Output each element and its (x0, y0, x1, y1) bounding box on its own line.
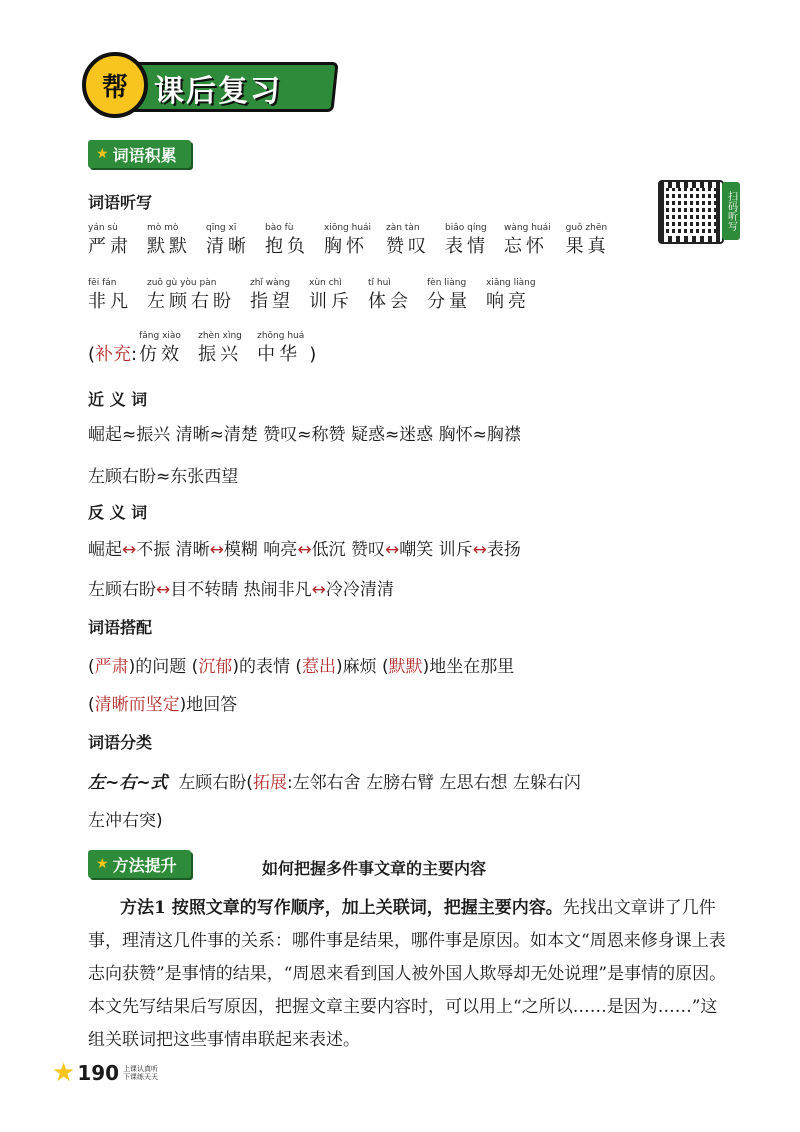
section-tag-label: 方法提升 (112, 855, 177, 875)
classification-text-a: 左顾右盼( (178, 773, 253, 793)
page-number: 190 (77, 1061, 120, 1085)
classification-line-2: 左冲右突) (88, 811, 163, 831)
hanzi: 指望 (250, 291, 294, 312)
hanzi: 中华 (257, 344, 302, 365)
hanzi: 左顾右盼 (147, 291, 235, 312)
header-title: 课后复习 (154, 74, 282, 109)
text-segment: ↔ (311, 580, 326, 600)
antonyms-heading: 反 义 词 (88, 503, 148, 522)
antonyms-line-2 (88, 575, 394, 600)
dictation-word (309, 277, 353, 314)
hanzi: 严肃 (88, 236, 132, 257)
text-segment: 目不转睛 热闹非凡 (170, 580, 312, 600)
text-segment: 不振 清晰 (136, 540, 210, 560)
supplement-open: ( (88, 344, 96, 365)
footer-tagline: 上课认真听 下课练天天 (123, 1065, 159, 1081)
hanzi: 振兴 (198, 344, 243, 365)
dictation-word (386, 222, 430, 259)
text-segment: 沉郁 (198, 657, 233, 677)
text-segment: 清晰而坚定 (94, 695, 180, 715)
dictation-word (486, 277, 536, 314)
text-segment: 严肃 (94, 657, 129, 677)
dictation-word (250, 277, 294, 314)
pinyin: xiǎng liàng (486, 278, 536, 288)
star-icon: ★ (96, 146, 109, 162)
text-segment: 默默 (388, 657, 423, 677)
section-tag-label: 词语积累 (112, 145, 177, 165)
text-segment: )的表情 ( (232, 657, 302, 677)
pinyin: fèn liàng (427, 278, 467, 288)
word-row-3 (88, 330, 316, 367)
section-tag-method (88, 850, 191, 878)
text-segment: 崛起 (88, 540, 122, 560)
pinyin: zhǐ wàng (250, 278, 291, 288)
hanzi: 仿效 (139, 344, 184, 365)
hanzi: 忘怀 (504, 236, 549, 257)
text-segment: )的问题 ( (128, 657, 199, 677)
pinyin: xiōng huái (324, 223, 372, 233)
hanzi: 胸怀 (324, 236, 368, 257)
text-segment: 模糊 响亮 (223, 540, 298, 560)
dictation-word (147, 277, 235, 314)
star-icon: ★ (52, 1058, 76, 1088)
pinyin: zhōng huá (257, 331, 305, 341)
dictation-word (206, 222, 250, 259)
method-title: 如何把握多件事文章的主要内容 (262, 859, 487, 878)
text-segment: 嘲笑 训斥 (399, 540, 473, 560)
dictation-word (88, 222, 132, 259)
hanzi: 抱负 (265, 236, 309, 257)
text-segment: ( (88, 695, 95, 715)
collocation-line-2 (88, 690, 237, 715)
text-segment: ↔ (472, 540, 487, 560)
pinyin: wàng huái (504, 223, 551, 233)
supplement-colon: : (131, 344, 138, 365)
text-segment: 表扬 (486, 540, 521, 560)
header-badge: 帮 (82, 52, 148, 118)
synonyms-line-2: 左顾右盼≈东张西望 (88, 467, 239, 487)
pinyin: xùn chì (309, 278, 342, 288)
text-segment: ↔ (122, 540, 137, 560)
method-body: 先找出文章讲了几件事，理清这几件事的关系：哪件事是结果，哪件事是原因。如本文“周恩来修身课上表志向获赞”是事情的结果，“周恩来看到国人被外国人欺辱却无处说理”是事情的原因。本文先写结果后写原因，把握文章主要内容时，可以用上“之所以……是因为……”这组关联词把这些事情串联起来表述。 (88, 898, 727, 1050)
text-segment: 冷冷清清 (325, 580, 394, 600)
pinyin: zuǒ gù yòu pàn (147, 278, 217, 288)
dictation-word (427, 277, 471, 314)
pinyin: guǒ zhēn (565, 223, 608, 233)
classification-type: 左~右~式 (88, 773, 168, 793)
dictation-word (566, 222, 610, 259)
synonyms-line-1: 崛起≈振兴 清晰≈清楚 赞叹≈称赞 疑惑≈迷惑 胸怀≈胸襟 (88, 425, 521, 445)
section-header (82, 52, 332, 114)
text-segment: )麻烦 ( (335, 657, 389, 677)
pinyin: bào fù (265, 223, 294, 233)
text-segment: )地坐在那里 (422, 657, 515, 677)
section-tag-vocabulary (88, 140, 191, 168)
text-segment: ↔ (384, 540, 400, 560)
hanzi: 表情 (445, 236, 490, 257)
dictation-word (147, 222, 191, 259)
dictation-word (265, 222, 309, 259)
dictation-word (139, 330, 183, 367)
word-row-1 (88, 222, 625, 259)
collocation-line-1 (88, 652, 514, 677)
method-lead: 方法1 按照文章的写作顺序，加上关联词，把握主要内容。 (120, 898, 563, 918)
hanzi: 分量 (427, 291, 471, 312)
supplement-close: ) (309, 344, 317, 365)
antonyms-line-1 (88, 535, 521, 560)
text-segment: ↔ (297, 540, 312, 560)
dictation-word (198, 330, 242, 367)
dictation-word (504, 222, 551, 259)
hanzi: 体会 (368, 291, 412, 312)
pinyin: mò mò (147, 223, 179, 233)
pinyin: qīng xī (206, 223, 237, 233)
pinyin: yán sù (88, 223, 118, 233)
qr-code[interactable] (658, 180, 724, 244)
dictation-word (88, 277, 132, 314)
hanzi: 清晰 (206, 236, 250, 257)
classification-heading: 词语分类 (88, 733, 153, 752)
pinyin: zhèn xìng (198, 331, 242, 341)
supplement-label: 补充 (95, 344, 132, 365)
classification-line-1 (88, 768, 581, 793)
text-segment: 惹出 (301, 657, 336, 677)
collocation-heading: 词语搭配 (88, 618, 153, 637)
expand-label: 拓展 (252, 773, 287, 793)
text-segment: ↔ (156, 580, 171, 600)
hanzi: 赞叹 (386, 236, 431, 257)
classification-text-b: :左邻右舍 左膀右臂 左思右想 左躲右闪 (286, 773, 581, 793)
pinyin: fēi fán (88, 278, 117, 288)
pinyin: zàn tàn (386, 223, 420, 233)
text-segment: ( (88, 657, 95, 677)
dictation-word (445, 222, 489, 259)
text-segment: ↔ (209, 540, 224, 560)
word-row-2 (88, 277, 551, 314)
hanzi: 非凡 (88, 291, 132, 312)
hanzi: 响亮 (486, 291, 530, 312)
synonyms-heading: 近 义 词 (88, 390, 148, 409)
page-footer (52, 1060, 161, 1086)
pinyin: fǎng xiào (139, 331, 181, 341)
dictation-word (257, 330, 304, 367)
pinyin: biǎo qíng (445, 223, 487, 233)
text-segment: 左顾右盼 (88, 580, 156, 600)
text-segment: 低沉 赞叹 (311, 540, 385, 560)
hanzi: 果真 (565, 236, 610, 257)
text-segment: )地回答 (179, 695, 238, 715)
dictation-word (368, 277, 412, 314)
supplement-words (139, 330, 319, 367)
hanzi: 默默 (147, 236, 191, 257)
hanzi: 训斥 (309, 291, 353, 312)
dictation-heading: 词语听写 (88, 193, 153, 212)
qr-label: 扫码听写 (722, 182, 740, 240)
method-paragraph (88, 892, 728, 1057)
dictation-word (324, 222, 371, 259)
star-icon: ★ (96, 856, 109, 872)
pinyin: tǐ huì (368, 278, 391, 288)
